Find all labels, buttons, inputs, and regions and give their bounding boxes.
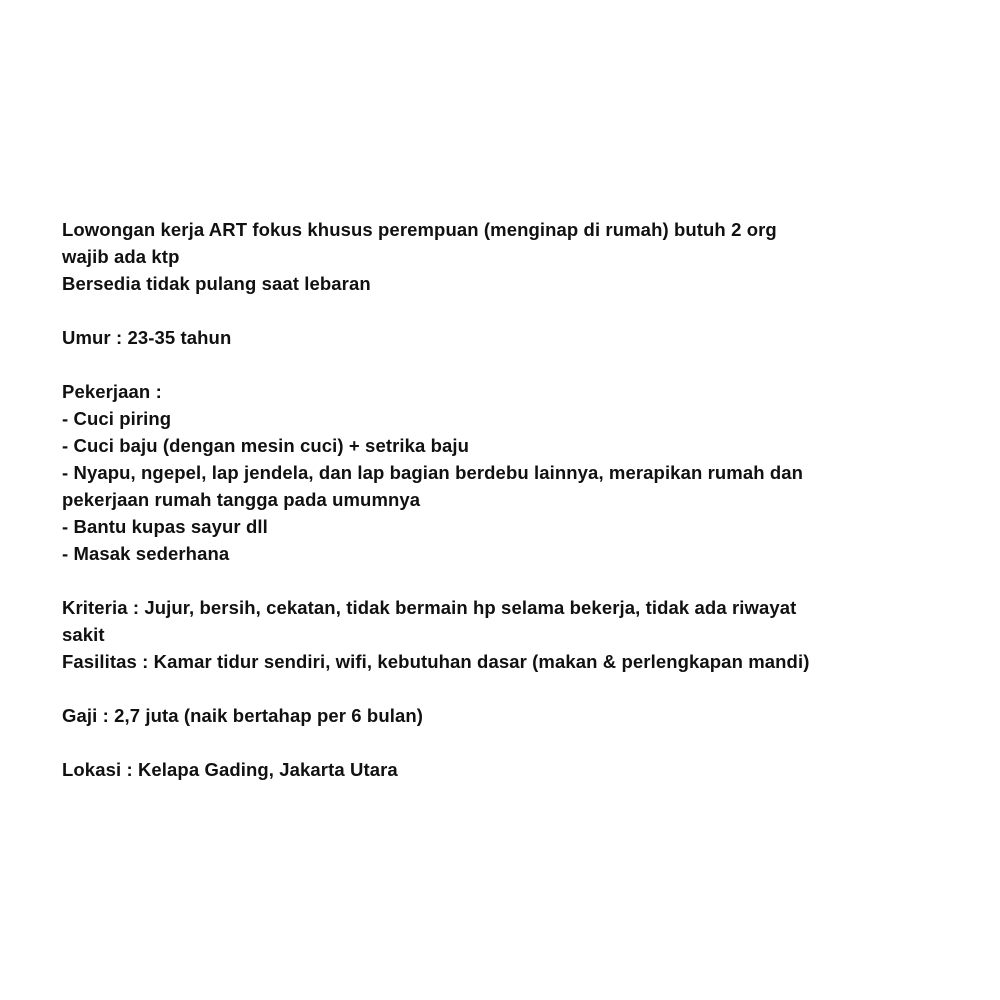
spacer [62, 675, 962, 702]
task-item: - Cuci piring [62, 408, 172, 429]
spacer [62, 351, 962, 378]
spacer [62, 297, 962, 324]
posting-title-line-1: Lowongan kerja ART fokus khusus perempuan (menginap di rumah) butuh 2 org [62, 219, 777, 240]
tasks-heading: Pekerjaan : [62, 381, 162, 402]
salary: Gaji : 2,7 juta (naik bertahap per 6 bulan) [62, 705, 424, 726]
task-item: - Bantu kupas sayur dll [62, 516, 268, 537]
task-item: - Cuci baju (dengan mesin cuci) + setrika baju [62, 435, 470, 456]
location: Lokasi : Kelapa Gading, Jakarta Utara [62, 759, 398, 780]
spacer [62, 567, 962, 594]
spacer [62, 729, 962, 756]
task-item: - Nyapu, ngepel, lap jendela, dan lap bagian berdebu lainnya, merapikan rumah dan [62, 462, 804, 483]
facilities: Fasilitas : Kamar tidur sendiri, wifi, kebutuhan dasar (makan & perlengkapan mandi) [62, 651, 810, 672]
availability-requirement: Bersedia tidak pulang saat lebaran [62, 273, 371, 294]
job-posting [62, 216, 962, 783]
criteria-line-2: sakit [62, 624, 105, 645]
age-requirement: Umur : 23-35 tahun [62, 327, 232, 348]
criteria-line-1: Kriteria : Jujur, bersih, cekatan, tidak bermain hp selama bekerja, tidak ada riwayat [62, 597, 797, 618]
task-item: - Masak sederhana [62, 543, 230, 564]
posting-title-line-2: wajib ada ktp [62, 246, 180, 267]
task-item-continuation: pekerjaan rumah tangga pada umumnya [62, 489, 421, 510]
